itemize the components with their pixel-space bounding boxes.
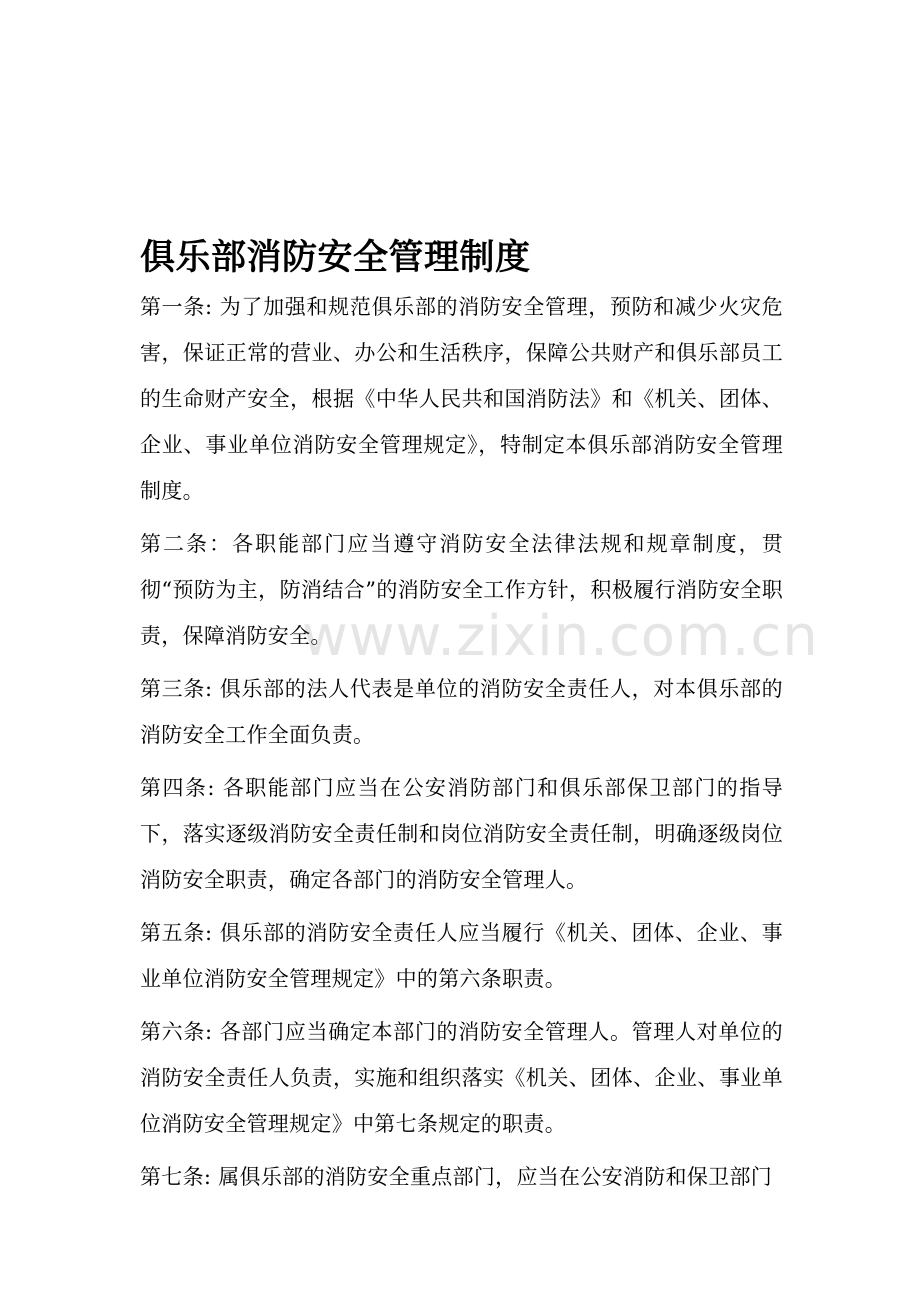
document-title: 俱乐部消防安全管理制度 — [140, 238, 531, 278]
site-watermark: www.zixin.com.cn — [302, 604, 819, 669]
article-4-paragraph: 第四条: 各职能部门应当在公安消防部门和俱乐部保卫部门的指导下，落实逐级消防安全责任制和岗位消防安全责任制，明确逐级岗位消防安全职责，确定各部门的消防安全管理人。 — [140, 776, 783, 892]
article-5-paragraph: 第五条: 俱乐部的消防安全责任人应当履行《机关、团体、企业、事业单位消防安全管理规定》中的第六条职责。 — [140, 921, 783, 991]
article-7-paragraph: 第七条: 属俱乐部的消防安全重点部门，应当在公安消防和保卫部门 — [140, 1165, 773, 1189]
article-2-paragraph: 第二条：各职能部门应当遵守消防安全法律法规和规章制度，贯彻“预防为主，防消结合”的消防安全工作方针，积极履行消防安全职责，保障消防安全。 — [140, 532, 783, 648]
article-3-paragraph: 第三条: 俱乐部的法人代表是单位的消防安全责任人，对本俱乐部的消防安全工作全面负责。 — [140, 677, 783, 747]
article-1-paragraph: 第一条: 为了加强和规范俱乐部的消防安全管理，预防和减少火灾危害，保证正常的营业、办公和生活秩序，保障公共财产和俱乐部员工的生命财产安全，根据《中华人民共和国消防法》和《机关、团体、企业、事业单位消防安全管理规定》，特制定本俱乐部消防安全管理制度。 — [140, 295, 783, 503]
article-6-paragraph: 第六条: 各部门应当确定本部门的消防安全管理人。管理人对单位的消防安全责任人负责，实施和组织落实《机关、团体、企业、事业单位消防安全管理规定》中第七条规定的职责。 — [140, 1020, 783, 1136]
document-body — [140, 232, 783, 1207]
